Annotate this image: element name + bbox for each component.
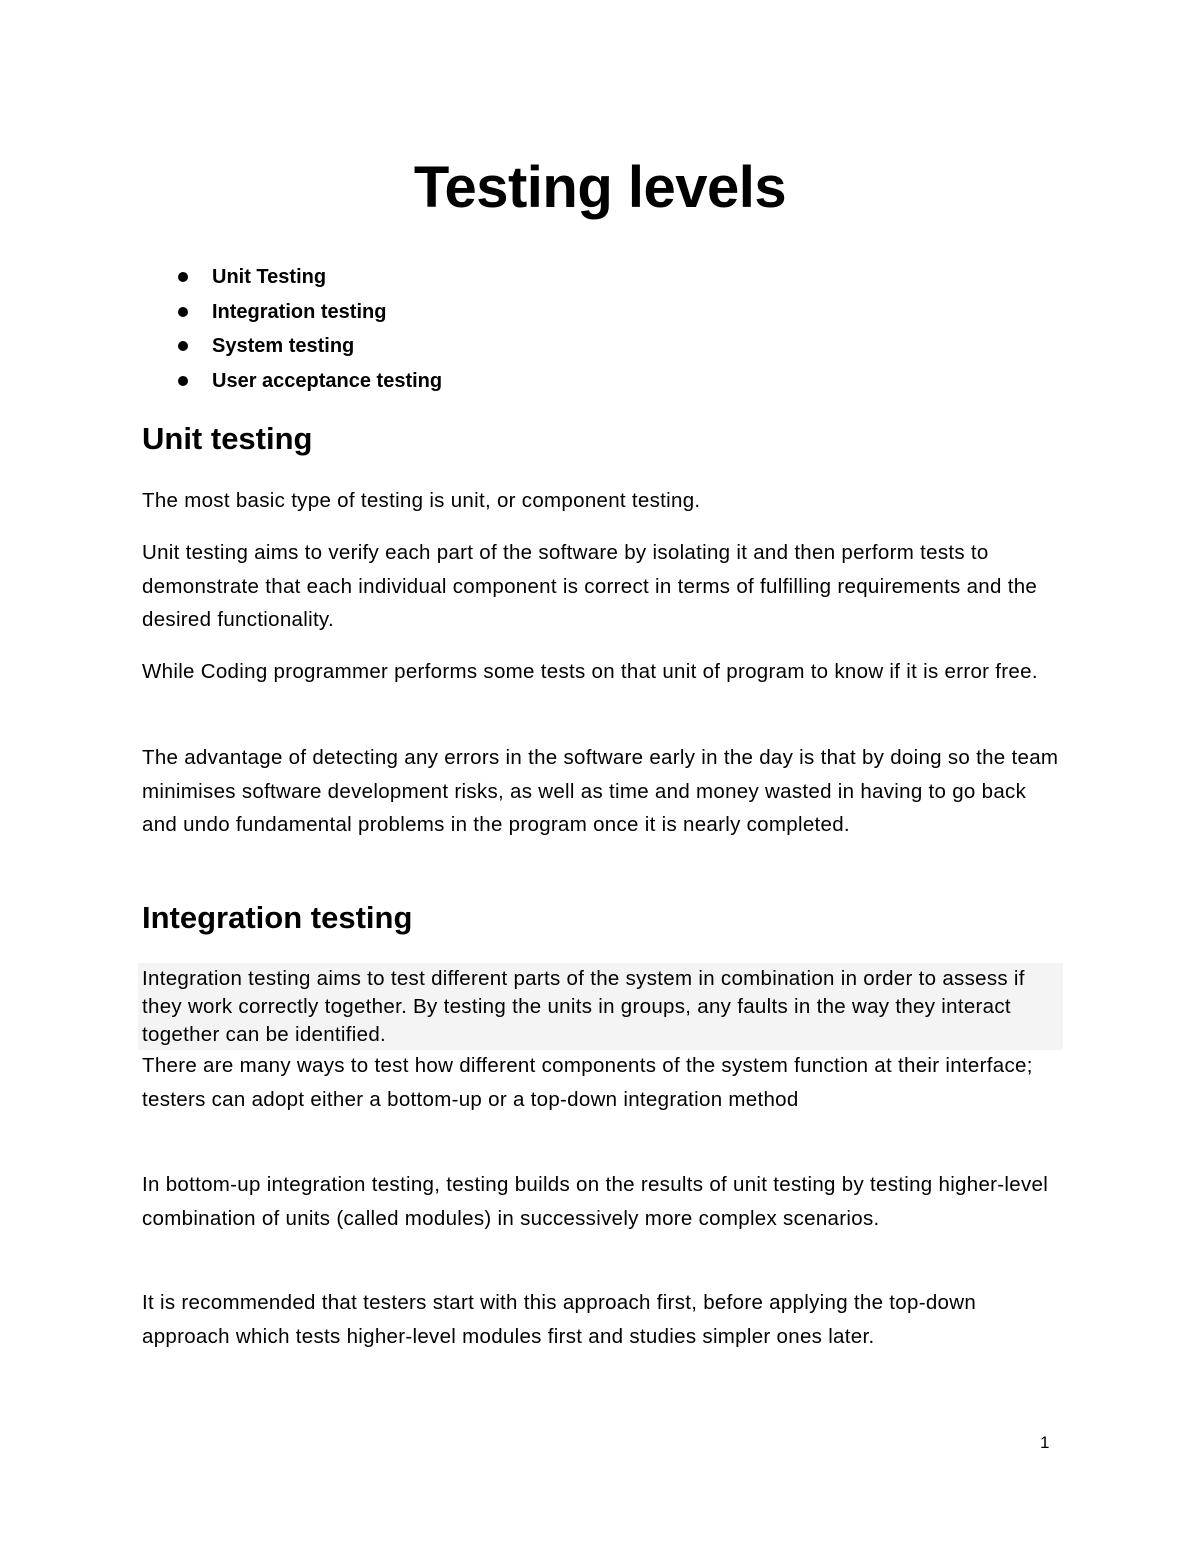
list-item bbox=[175, 329, 442, 364]
unit-testing-heading: Unit testing bbox=[142, 421, 313, 456]
unit-testing-paragraph: The advantage of detecting any errors in the software early in the day is that by doing so the team minimises software development risks, as well as time and money wasted in having to go back and undo fundamental problems in the program once it is nearly completed. bbox=[142, 746, 1059, 836]
list-item-label: Integration testing bbox=[212, 300, 387, 323]
bullet-icon bbox=[178, 376, 188, 386]
list-item-label: System testing bbox=[212, 335, 355, 357]
list-item-label: User acceptance testing bbox=[212, 369, 443, 392]
bullet-icon bbox=[178, 341, 188, 351]
integration-testing-paragraph: Integration testing aims to test different parts of the system in combination in order to assess if they work correctly together. By testing the units in groups, any faults in the way they interact together can be identified. bbox=[142, 967, 1025, 1046]
testing-levels-list bbox=[175, 260, 442, 398]
document-title: Testing levels bbox=[413, 155, 787, 220]
list-item bbox=[175, 295, 442, 330]
unit-testing-paragraph: The most basic type of testing is unit, or component testing. bbox=[142, 489, 701, 512]
list-item-label: Unit Testing bbox=[212, 266, 327, 288]
integration-testing-heading: Integration testing bbox=[142, 900, 413, 935]
page-number: 1 bbox=[1040, 1433, 1050, 1452]
integration-testing-paragraph: There are many ways to test how different components of the system function at their interface; testers can adopt either a bottom-up or a top-down integration method bbox=[142, 1054, 1033, 1111]
bullet-icon bbox=[178, 307, 188, 317]
unit-testing-paragraph: While Coding programmer performs some tests on that unit of program to know if it is error free. bbox=[142, 660, 1038, 683]
bullet-icon bbox=[178, 272, 188, 282]
integration-testing-paragraph: In bottom-up integration testing, testing builds on the results of unit testing by testing higher-level combination of units (called modules) in successively more complex scenarios. bbox=[142, 1173, 1049, 1230]
integration-testing-paragraph: It is recommended that testers start with this approach first, before applying the top-down approach which tests higher-level modules first and studies simpler ones later. bbox=[142, 1291, 977, 1348]
list-item bbox=[175, 260, 442, 295]
unit-testing-paragraph: Unit testing aims to verify each part of the software by isolating it and then perform tests to demonstrate that each individual component is correct in terms of fulfilling requirements and the desired functionality. bbox=[142, 541, 1038, 631]
list-item bbox=[175, 364, 442, 399]
